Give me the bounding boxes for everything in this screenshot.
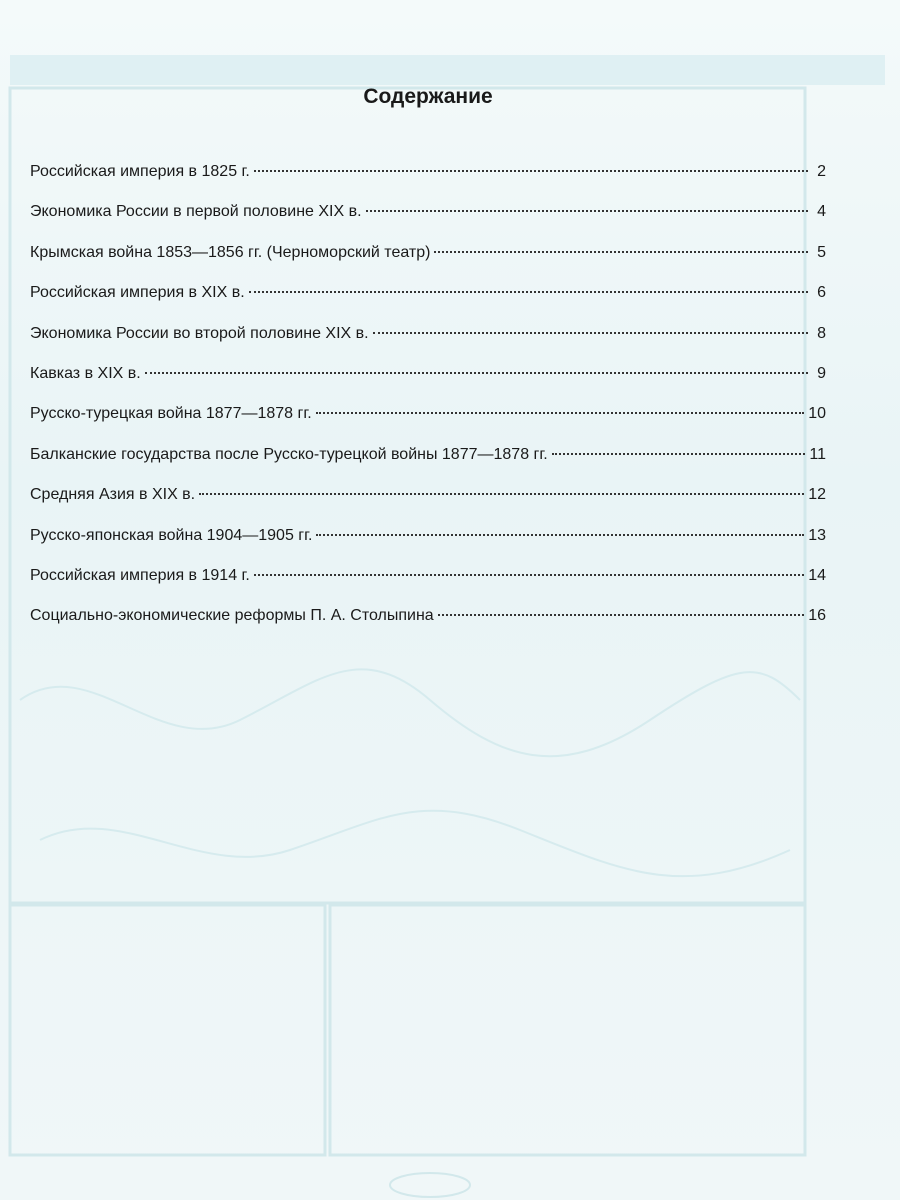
toc-entry-title: Российская империя в 1825 г. [30,163,250,180]
toc-entry-page: 2 [817,163,826,180]
toc-entry-title: Экономика России в первой половине XIX в. [30,203,362,221]
toc-leader-dots [316,534,804,536]
toc-entry-page: 9 [817,364,826,382]
toc-entry-page: 10 [808,405,826,423]
toc-entry[interactable] [30,604,826,644]
toc-leader-dots [552,453,806,455]
toc-leader-dots [199,493,804,495]
toc-entry-title: Российская империя в 1914 г. [30,566,250,584]
toc-entry[interactable] [30,322,826,362]
toc-leader-dots [145,372,808,374]
toc-entry[interactable] [30,281,826,321]
toc-entry-page: 6 [817,284,826,302]
toc-entry-title: Балканские государства после Русско-турецкой войны 1877—1878 гг. [30,445,548,463]
toc-entry[interactable] [30,402,826,442]
toc-leader-dots [366,210,808,212]
toc-leader-dots [249,291,808,293]
toc-entry-page: 8 [817,324,826,342]
toc-entry[interactable] [30,483,826,523]
toc-entry[interactable] [30,362,826,402]
toc-entry[interactable] [30,443,826,483]
toc-entry[interactable] [30,241,826,281]
toc-leader-dots [373,332,808,334]
table-of-contents [30,160,826,645]
toc-entry-page: 5 [817,243,826,261]
toc-entry-title: Российская империя в XIX в. [30,284,245,302]
toc-entry[interactable] [30,200,826,240]
toc-entry-title: Экономика России во второй половине XIX в. [30,324,369,342]
toc-entry-page: 14 [808,566,826,584]
toc-leader-dots [254,170,808,172]
toc-entry-title: Русско-турецкая война 1877—1878 гг. [30,405,312,423]
toc-entry[interactable] [30,564,826,604]
toc-entry[interactable] [30,524,826,564]
toc-leader-dots [316,412,805,414]
toc-entry-page: 16 [808,607,826,625]
toc-entry-title: Русско-японская война 1904—1905 гг. [30,526,313,544]
toc-entry-page: 4 [817,203,826,221]
toc-entry-page: 12 [808,486,826,504]
toc-entry-page: 11 [809,445,826,463]
page-title: Содержание [363,85,493,108]
toc-entry-title: Крымская война 1853—1856 гг. (Черноморский театр) [30,243,431,261]
toc-entry-title: Социально-экономические реформы П. А. Столыпина [30,607,434,625]
toc-entry-title: Средняя Азия в XIX в. [30,486,196,504]
toc-leader-dots [254,574,804,576]
toc-entry-page: 13 [808,526,826,544]
toc-entry[interactable] [30,160,826,200]
toc-entry-title: Кавказ в XIX в. [30,364,141,382]
toc-leader-dots [438,614,805,616]
toc-leader-dots [434,251,808,253]
